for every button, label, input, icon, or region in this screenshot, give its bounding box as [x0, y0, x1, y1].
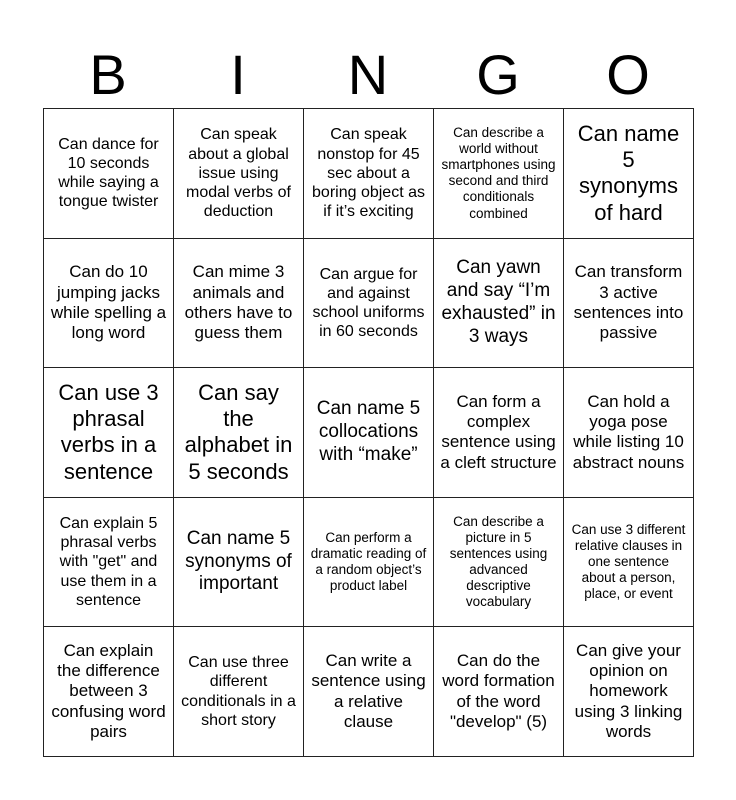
bingo-cell[interactable]: Can name 5 collocations with “make”	[304, 368, 434, 498]
bingo-cell[interactable]: Can dance for 10 seconds while saying a tongue twister	[44, 109, 174, 239]
bingo-cell[interactable]: Can speak about a global issue using modal verbs of deduction	[174, 109, 304, 239]
title-letter-n: N	[347, 43, 389, 106]
bingo-cell[interactable]: Can perform a dramatic reading of a random object’s product label	[304, 497, 434, 627]
bingo-cell[interactable]: Can use 3 different relative clauses in one sentence about a person, place, or event	[564, 497, 694, 627]
bingo-cell[interactable]: Can use three different conditionals in a short story	[174, 627, 304, 757]
bingo-cell[interactable]: Can describe a world without smartphones using second and third conditionals combined	[434, 109, 564, 239]
bingo-cell[interactable]: Can speak nonstop for 45 sec about a boring object as if it’s exciting	[304, 109, 434, 239]
bingo-cell[interactable]: Can hold a yoga pose while listing 10 abstract nouns	[564, 368, 694, 498]
title-letter-o: O	[606, 43, 650, 106]
bingo-cell[interactable]: Can form a complex sentence using a cleft structure	[434, 368, 564, 498]
bingo-cell[interactable]: Can name 5 synonyms of hard	[564, 109, 694, 239]
bingo-grid	[43, 108, 694, 757]
bingo-cell[interactable]: Can use 3 phrasal verbs in a sentence	[44, 368, 174, 498]
bingo-cell[interactable]: Can transform 3 active sentences into passive	[564, 238, 694, 368]
title-letter-i: I	[230, 43, 246, 106]
bingo-cell[interactable]: Can mime 3 animals and others have to guess them	[174, 238, 304, 368]
title-letter-b: B	[89, 43, 127, 106]
bingo-cell[interactable]: Can do the word formation of the word "develop" (5)	[434, 627, 564, 757]
bingo-cell[interactable]: Can yawn and say “I’m exhausted” in 3 ways	[434, 238, 564, 368]
bingo-cell[interactable]: Can explain the difference between 3 confusing word pairs	[44, 627, 174, 757]
bingo-cell[interactable]: Can write a sentence using a relative clause	[304, 627, 434, 757]
bingo-cell[interactable]: Can describe a picture in 5 sentences using advanced descriptive vocabulary	[434, 497, 564, 627]
bingo-row	[44, 368, 694, 498]
bingo-row	[44, 238, 694, 368]
bingo-cell[interactable]: Can say the alphabet in 5 seconds	[174, 368, 304, 498]
bingo-cell[interactable]: Can do 10 jumping jacks while spelling a long word	[44, 238, 174, 368]
bingo-row	[44, 497, 694, 627]
bingo-cell[interactable]: Can give your opinion on homework using 3 linking words	[564, 627, 694, 757]
bingo-cell[interactable]: Can name 5 synonyms of important	[174, 497, 304, 627]
bingo-title	[43, 42, 693, 108]
bingo-row	[44, 627, 694, 757]
bingo-row	[44, 109, 694, 239]
title-letter-g: G	[476, 43, 520, 106]
bingo-cell[interactable]: Can explain 5 phrasal verbs with "get" and use them in a sentence	[44, 497, 174, 627]
bingo-cell[interactable]: Can argue for and against school uniforms in 60 seconds	[304, 238, 434, 368]
